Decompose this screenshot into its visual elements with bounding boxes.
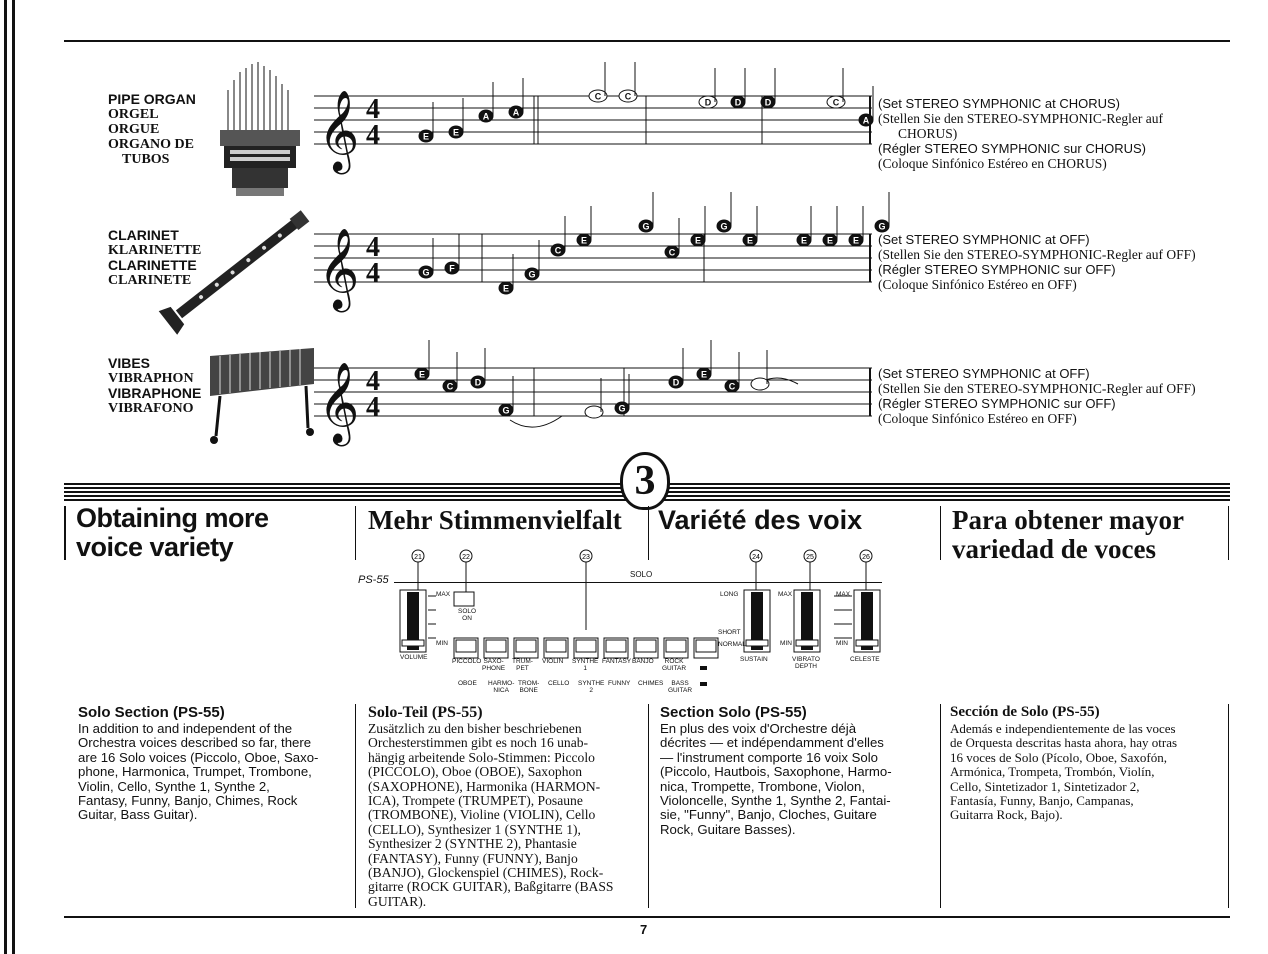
body-line: Guitar, Bass Guitar). xyxy=(78,807,198,823)
name-fr: ORGUE xyxy=(108,122,160,137)
voice-button[interactable] xyxy=(514,638,538,658)
voice-label: CHIMES xyxy=(638,680,664,687)
solo-section-title-es: Sección de Solo (PS-55) xyxy=(950,704,1100,720)
note-letter: C xyxy=(668,247,676,258)
col-divider-2 xyxy=(648,704,649,908)
time-sig-bottom: 4 xyxy=(366,258,380,289)
note-letter: E xyxy=(852,235,860,246)
body-line: Rock, Guitare Basses). xyxy=(660,821,796,837)
clarinet-illustration xyxy=(160,194,330,334)
note-letter: F xyxy=(449,263,455,274)
note-letter: C xyxy=(554,245,562,256)
note-head xyxy=(585,406,603,418)
body-line: Además e independientemente de las voces xyxy=(950,721,1176,736)
body-line: Armónica, Trompeta, Trombón, Violín, xyxy=(950,764,1155,780)
note-letter: D xyxy=(704,97,712,108)
instrument-names-organ xyxy=(108,92,196,167)
body-line: Orchesterstimmen gibt es noch 16 unab- xyxy=(368,735,589,751)
instruction-organ xyxy=(878,96,1163,171)
staff-organ xyxy=(314,72,874,172)
name-de: VIBRAPHON xyxy=(108,371,194,386)
body-line: — l'instrument comporte 16 voix Solo xyxy=(660,749,879,765)
note-letter: E xyxy=(826,235,834,246)
voice-button[interactable] xyxy=(484,638,508,658)
solo-section-body-en xyxy=(78,722,350,823)
voice-button[interactable] xyxy=(454,638,478,658)
heading-es xyxy=(952,506,1184,564)
heading-bar-es xyxy=(940,506,941,560)
callout-number: 26 xyxy=(862,554,870,561)
body-line: Orchestra voices described so far, there xyxy=(78,735,312,751)
body-line: En plus des voix d'Orchestre déjà xyxy=(660,721,857,736)
instruction-vibes xyxy=(878,366,1196,426)
note-letter: D xyxy=(474,377,482,388)
note-letter: E xyxy=(452,127,460,138)
celeste-label: CELESTE xyxy=(850,656,880,663)
solo-section-title-fr: Section Solo (PS-55) xyxy=(660,704,807,721)
heading-es-line1: Para obtener mayor xyxy=(952,505,1184,535)
solo-section-title-de: Solo-Teil (PS-55) xyxy=(368,704,483,721)
body-line: (CELLO), Synthesizer 1 (SYNTHE 1), xyxy=(368,821,581,837)
voice-label: CELLO xyxy=(548,680,570,687)
note-letter: D xyxy=(734,97,742,108)
body-line: sie, "Funny", Banjo, Cloches, Guitare xyxy=(660,807,877,823)
body-line: (BANJO), Glockenspiel (CHIMES), Rock- xyxy=(368,865,604,881)
note-en: (Set STEREO SYMPHONIC at CHORUS) xyxy=(878,96,1120,111)
body-line: (FANTASY), Funny (FUNNY), Banjo xyxy=(368,850,578,866)
note-de-2: CHORUS) xyxy=(898,126,958,141)
body-line: Zusätzlich zu den bisher beschriebenen xyxy=(368,721,582,736)
voice-button[interactable] xyxy=(574,638,598,658)
callout-number: 23 xyxy=(582,554,590,561)
note-fr: (Régler STEREO SYMPHONIC sur CHORUS) xyxy=(878,141,1146,156)
note-letter: C xyxy=(446,381,454,392)
body-line: In addition to and independent of the xyxy=(78,721,293,736)
volume-label: VOLUME xyxy=(400,654,428,661)
voice-label: HARMO- NICA xyxy=(488,680,515,694)
note-fr: (Régler STEREO SYMPHONIC sur OFF) xyxy=(878,262,1116,277)
celeste-max-label: MAX xyxy=(836,591,851,598)
body-line: Cello, Sintetizador 1, Sintetizador 2, xyxy=(950,778,1140,794)
note-fr: (Régler STEREO SYMPHONIC sur OFF) xyxy=(878,396,1116,411)
top-rule xyxy=(64,40,1230,42)
note-de: (Stellen Sie den STEREO-SYMPHONIC-Regler auf OFF) xyxy=(878,381,1196,396)
body-line: GUITAR). xyxy=(368,893,427,909)
name-fr: VIBRAPHONE xyxy=(108,385,202,401)
vibraphone-illustration xyxy=(196,344,320,448)
callout-number: 25 xyxy=(806,554,814,561)
celeste-min-label: MIN xyxy=(836,640,848,647)
voice-button[interactable] xyxy=(694,638,718,658)
body-line: nica, Trompette, Trombone, Violon, xyxy=(660,778,866,794)
time-sig-bottom: 4 xyxy=(366,392,380,423)
heading-en-line1: Obtaining more xyxy=(76,503,269,533)
vibrato-depth-label: VIBRATO DEPTH xyxy=(792,656,820,670)
voice-label: SAXO- PHONE xyxy=(482,658,506,672)
col-divider-4 xyxy=(1228,704,1229,908)
heading-bar-de xyxy=(355,506,356,560)
body-line: (PICCOLO), Oboe (OBOE), Saxophon xyxy=(368,764,583,780)
body-line: Guitarra Rock, Bajo). xyxy=(950,807,1063,823)
time-sig-top: 4 xyxy=(366,232,380,263)
note-letter: C xyxy=(594,91,602,102)
long-label: LONG xyxy=(720,591,739,598)
voice-label: FANTASY xyxy=(602,658,632,665)
body-line: (TROMBONE), Violine (VIOLIN), Cello xyxy=(368,807,596,823)
heading-en xyxy=(76,504,269,562)
voice-label: VIOLIN xyxy=(542,658,564,665)
note-letter: E xyxy=(580,235,588,246)
name-es-2: TUBOS xyxy=(122,152,170,167)
vibrato-max-label: MAX xyxy=(778,591,793,598)
solo-section-title-en: Solo Section (PS-55) xyxy=(78,704,225,721)
solo-section-body-de xyxy=(368,722,644,909)
panel-model-label: PS-55 xyxy=(358,574,389,586)
voice-label: SYNTHE 2 xyxy=(578,680,605,694)
heading-en-line2: voice variety xyxy=(76,532,234,562)
heading-bar-right xyxy=(1228,506,1229,560)
note-en: (Set STEREO SYMPHONIC at OFF) xyxy=(878,232,1090,247)
body-line: décrites — et indépendamment d'elles xyxy=(660,735,884,751)
body-line: de Orquesta descritas hasta ahora, hay otras xyxy=(950,735,1178,751)
binding-edge xyxy=(4,0,7,954)
voice-label: SYNTHE 1 xyxy=(572,658,599,672)
section-number-badge: 3 xyxy=(620,452,670,510)
note-de: (Stellen Sie den STEREO-SYMPHONIC-Regler auf OFF) xyxy=(878,247,1196,262)
col-divider-3 xyxy=(940,704,941,908)
page-number: 7 xyxy=(640,922,648,937)
heading-bar-en xyxy=(64,506,66,560)
treble-clef-icon: 𝄞 xyxy=(318,227,360,309)
solo-on-label: SOLO ON xyxy=(458,608,477,622)
body-line: hängig arbeitende Solo-Stimmen: Piccolo xyxy=(368,749,595,765)
name-de: ORGEL xyxy=(108,107,159,122)
instruction-clarinet xyxy=(878,232,1196,292)
name-es: VIBRAFONO xyxy=(108,401,194,416)
normal-label: NORMAL xyxy=(718,641,746,648)
name-en: VIBES xyxy=(108,355,151,371)
voice-label: OBOE xyxy=(458,680,477,687)
tie-arc xyxy=(510,416,562,427)
note-letter: G xyxy=(528,269,536,280)
note-letter: A xyxy=(512,107,520,118)
note-en: (Set STEREO SYMPHONIC at OFF) xyxy=(878,366,1090,381)
voice-label: ROCK GUITAR xyxy=(662,658,687,672)
note-letter: E xyxy=(694,235,702,246)
voice-button[interactable] xyxy=(664,638,688,658)
name-en: CLARINET xyxy=(108,227,179,243)
voice-label: BASS GUITAR xyxy=(668,680,693,694)
note-letter: G xyxy=(642,221,650,232)
body-line: Violoncelle, Synthe 1, Synthe 2, Fantai- xyxy=(660,793,891,809)
body-line: ICA), Trompete (TRUMPET), Posaune xyxy=(368,793,583,809)
body-line: Fantasía, Funny, Banjo, Campanas, xyxy=(950,793,1134,809)
note-letter: C xyxy=(728,381,736,392)
volume-max-label: MAX xyxy=(436,591,451,598)
col-divider-1 xyxy=(355,704,356,908)
note-de: (Stellen Sie den STEREO-SYMPHONIC-Regler auf xyxy=(878,111,1163,126)
note-letter: G xyxy=(720,221,728,232)
note-letter: E xyxy=(422,131,430,142)
note-letter: C xyxy=(624,91,632,102)
vibrato-min-label: MIN xyxy=(780,640,792,647)
voice-button[interactable] xyxy=(544,638,568,658)
melody-vibes-notes xyxy=(415,340,769,418)
note-letter: A xyxy=(862,115,870,126)
short-label: SHORT xyxy=(718,629,741,636)
name-es: CLARINETE xyxy=(108,273,192,288)
volume-min-label: MIN xyxy=(436,640,448,647)
bottom-rule xyxy=(64,916,1230,918)
name-fr: CLARINETTE xyxy=(108,257,197,273)
solo-section-body-fr xyxy=(660,722,936,837)
time-sig-top: 4 xyxy=(366,94,380,125)
note-head xyxy=(751,378,769,390)
voice-button[interactable] xyxy=(604,638,628,658)
heading-es-line2: variedad de voces xyxy=(952,534,1156,564)
note-letter: G xyxy=(878,221,886,232)
instrument-names-vibes xyxy=(108,356,201,416)
staff-vibes xyxy=(314,344,874,444)
note-letter: E xyxy=(700,369,708,380)
voice-label: FUNNY xyxy=(608,680,631,687)
heading-fr: Variété des voix xyxy=(658,505,863,535)
body-line: Violin, Cello, Synthe 1, Synthe 2, xyxy=(78,778,270,794)
voice-label: BANJO xyxy=(632,658,654,665)
heading-de: Mehr Stimmenvielfalt xyxy=(368,505,622,535)
panel-group-label: SOLO xyxy=(630,570,653,579)
note-es: (Coloque Sinfónico Estéreo en CHORUS) xyxy=(878,156,1107,171)
body-line: Synthesizer 2 (SYNTHE 2), Phantasie xyxy=(368,836,577,852)
note-letter: G xyxy=(422,267,430,278)
note-letter: A xyxy=(482,111,490,122)
pipe-organ-illustration xyxy=(210,60,306,200)
voice-label: TROM- BONE xyxy=(518,680,540,694)
solo-section-body-es xyxy=(950,722,1226,823)
note-letter: E xyxy=(746,235,754,246)
note-letter: D xyxy=(672,377,680,388)
treble-clef-icon: 𝄞 xyxy=(318,361,360,443)
voice-label: PICCOLO xyxy=(452,658,482,665)
note-es: (Coloque Sinfónico Estéreo en OFF) xyxy=(878,411,1077,426)
sustain-label: SUSTAIN xyxy=(740,656,768,663)
body-line: gitarre (ROCK GUITAR), Baßgitarre (BASS xyxy=(368,879,614,895)
note-letter: G xyxy=(502,405,510,416)
binding-edge-inner xyxy=(12,0,15,954)
name-en: PIPE ORGAN xyxy=(108,91,196,107)
body-line: phone, Harmonica, Trumpet, Trombone, xyxy=(78,764,312,780)
time-sig-top: 4 xyxy=(366,366,380,397)
note-letter: E xyxy=(418,369,426,380)
note-letter: D xyxy=(764,97,772,108)
note-es: (Coloque Sinfónico Estéreo en OFF) xyxy=(878,277,1077,292)
body-line: (SAXOPHONE), Harmonika (HARMON- xyxy=(368,778,601,794)
callout-number: 24 xyxy=(752,554,760,561)
body-line: 16 voces de Solo (Pícolo, Oboe, Saxofón, xyxy=(950,749,1168,765)
callout-number: 22 xyxy=(462,554,470,561)
note-letter: E xyxy=(800,235,808,246)
body-line: Fantasy, Funny, Banjo, Chimes, Rock xyxy=(78,793,298,809)
staff-clarinet xyxy=(314,210,886,320)
time-sig-bottom: 4 xyxy=(366,120,380,151)
name-es: ORGANO DE xyxy=(108,137,194,152)
voice-button[interactable] xyxy=(634,638,658,658)
melody-clarinet-notes xyxy=(419,192,889,294)
body-line: are 16 Solo voices (Piccolo, Oboe, Saxo- xyxy=(78,749,319,765)
note-letter: C xyxy=(832,97,840,108)
treble-clef-icon: 𝄞 xyxy=(318,89,360,171)
note-letter: G xyxy=(618,403,626,414)
voice-label: TRUM- PET xyxy=(512,658,533,672)
name-de: KLARINETTE xyxy=(108,243,202,258)
body-line: (Piccolo, Hautbois, Saxophone, Harmo- xyxy=(660,764,892,780)
note-letter: E xyxy=(502,283,510,294)
callout-number: 21 xyxy=(414,554,422,561)
